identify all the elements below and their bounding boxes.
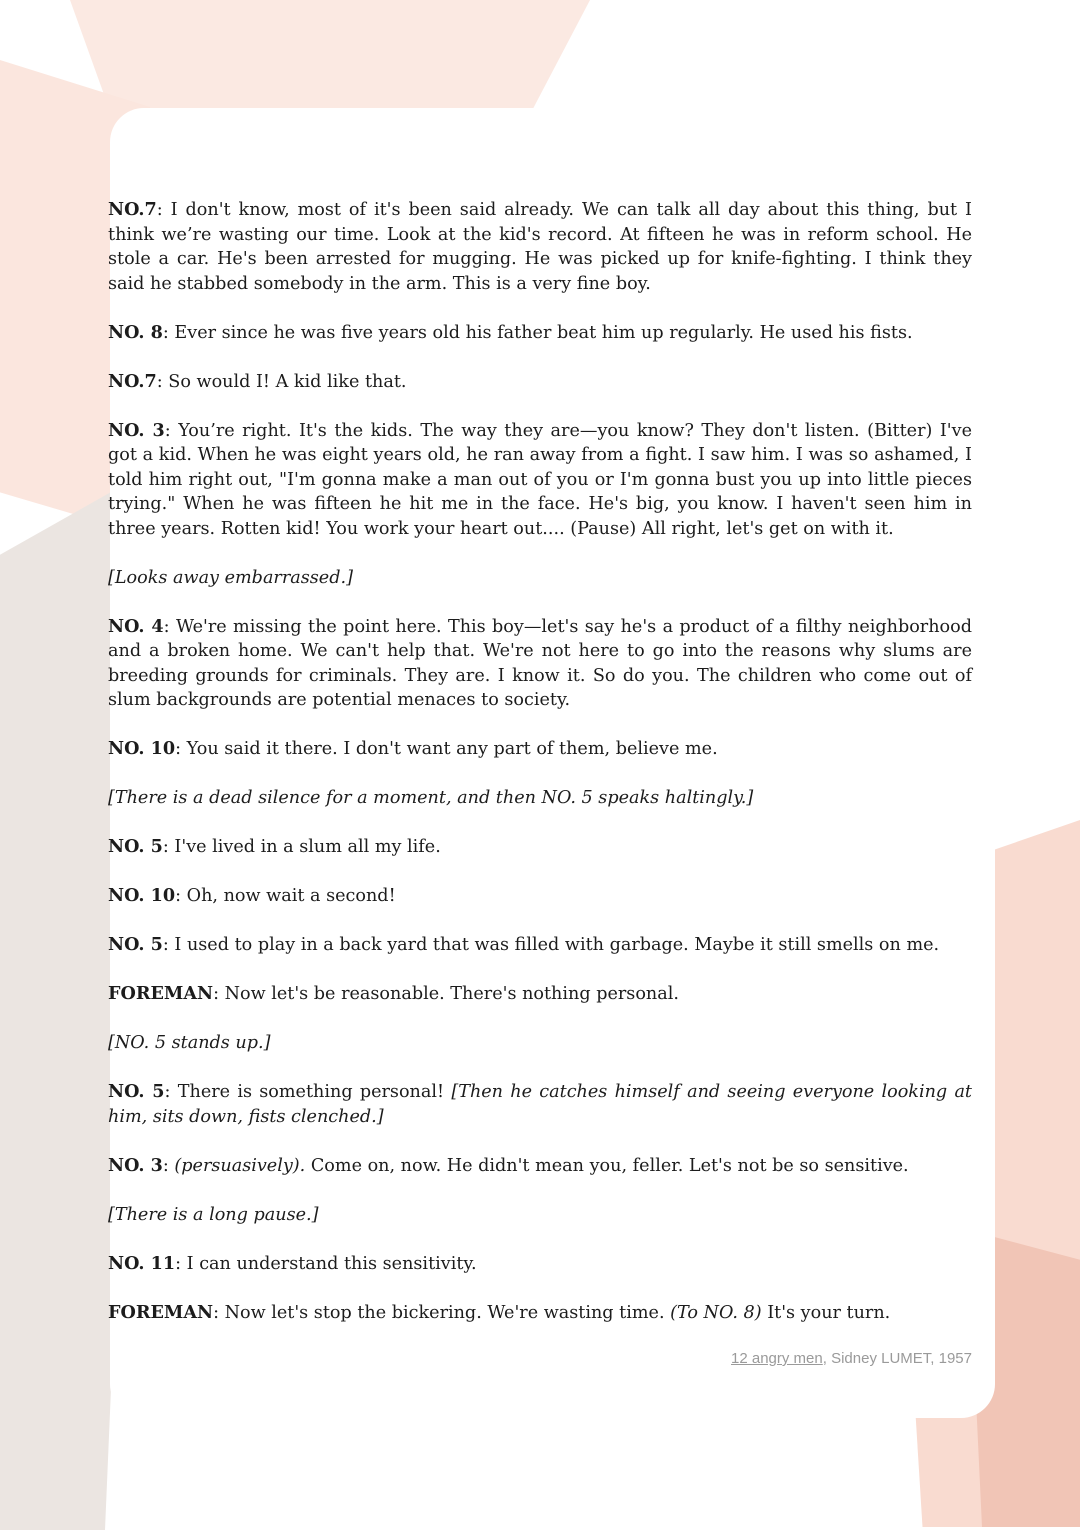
- speaker-name: NO. 10: [108, 738, 176, 759]
- dialogue-text: Now let's be reasonable. There's nothing personal.: [224, 984, 679, 1004]
- speaker-name: NO.7: [108, 370, 157, 392]
- speaker-name: NO.7: [108, 199, 157, 220]
- dialogue-line-no11: NO. 11: I can understand this sensitivity.: [108, 1252, 477, 1274]
- speaker-name: NO. 5: [108, 934, 163, 955]
- dialogue-text: I've lived in a slum all my life.: [174, 837, 441, 857]
- speaker-name: NO. 5: [108, 1081, 165, 1102]
- stage-direction: [There is a long pause.]: [108, 1204, 319, 1225]
- dialogue-line-no4: NO. 4: We're missing the point here. This boy—let's say he's a product of a filthy neighborhood and a broken home. We can't help that. We're not here to go into the reasons why slums are breeding grounds for criminals. They are. I know it. So do you. The children who come out of slum backgrounds are potential menaces to society.: [108, 615, 972, 710]
- dialogue-text-tail: It's your turn.: [767, 1302, 891, 1323]
- dialogue-line-no10: NO. 10: You said it there. I don't want any part of them, believe me.: [108, 738, 718, 759]
- dialogue-text: So would I! A kid like that.: [168, 371, 407, 392]
- speaker-name: FOREMAN: [108, 983, 214, 1004]
- speaker-name: NO. 8: [108, 321, 163, 343]
- dialogue-line-foreman: FOREMAN: Now let's be reasonable. There's nothing personal.: [108, 983, 679, 1004]
- dialogue-line-no3: NO. 3: (persuasively). Come on, now. He didn't mean you, feller. Let's not be so sensitive.: [108, 1154, 909, 1176]
- dialogue-line-no10: NO. 10: Oh, now wait a second!: [108, 885, 396, 906]
- dialogue-line-no7: NO.7: So would I! A kid like that.: [108, 370, 407, 392]
- dialogue-line-no8: NO. 8: Ever since he was five years old his father beat him up regularly. He used his fists.: [108, 321, 913, 343]
- dialogue-text: There is something personal!: [177, 1082, 445, 1102]
- inline-stage-direction: [Then he catches himself and seeing everyone looking at him, sits down, fists clenched.]: [108, 1082, 972, 1127]
- dialogue-text: Come on, now. He didn't mean you, feller. Let's not be so sensitive.: [310, 1155, 909, 1176]
- dialogue-text: I used to play in a back yard that was filled with garbage. Maybe it still smells on me.: [174, 935, 940, 955]
- dialogue-line-no5: NO. 5: There is something personal! [Then he catches himself and seeing everyone looking at him, sits down, fists clenched.]: [108, 1081, 972, 1127]
- speaker-name: NO. 4: [108, 615, 164, 637]
- dialogue-line-no5: NO. 5: I used to play in a back yard that was filled with garbage. Maybe it still smells on me.: [108, 934, 940, 955]
- speaker-name: NO. 10: [108, 885, 176, 906]
- stage-direction: [There is a dead silence for a moment, and then NO. 5 speaks haltingly.]: [108, 788, 754, 808]
- source-author: , Sidney LUMET, 1957: [822, 1350, 972, 1367]
- dialogue-line-no7: NO.7: I don't know, most of it's been said already. We can talk all day about this thing, but I think we’re wasting our time. Look at the kid's record. At fifteen he was in reform school. He stole a car. He's been arrested for mugging. He was picked up for knife-fighting. I think they said he stabbed somebody in the arm. This is a very fine boy.: [108, 199, 972, 294]
- speaker-name: NO. 3: [108, 419, 165, 441]
- source-caption: [731, 1350, 972, 1367]
- stage-direction: [Looks away embarrassed.]: [108, 567, 353, 588]
- dialogue-text: I can understand this sensitivity.: [186, 1253, 477, 1274]
- stage-direction: [NO. 5 stands up.]: [108, 1033, 271, 1053]
- inline-aside: (To NO. 8): [670, 1302, 762, 1323]
- dialogue-text: Oh, now wait a second!: [186, 886, 396, 906]
- dialogue-line-foreman: FOREMAN: Now let's stop the bickering. We're wasting time. (To NO. 8) It's your turn.: [108, 1301, 891, 1323]
- dialogue-text: I don't know, most of it's been said already. We can talk all day about this thing, but I think we’re wasting our time. Look at the kid's record. At fifteen he was in reform school. He stole a car. He's been arrested for mugging. He was picked up for knife-fighting. I think they said he stabbed somebody in the arm. This is a very fine boy.: [108, 200, 972, 294]
- dialogue-text: We're missing the point here. This boy—let's say he's a product of a filthy neighborhood and a broken home. We can't help that. We're not here to go into the reasons why slums are breeding grounds for criminals. They are. I know it. So do you. The children who come out of slum backgrounds are potential menaces to society.: [108, 616, 972, 710]
- dialogue-line-no3: NO. 3: You’re right. It's the kids. The way they are—you know? They don't listen. (Bitter) I've got a kid. When he was eight years old, he ran away from a fight. I saw him. I was so ashamed, I told him right out, "I'm gonna make a man out of you or I'm gonna bust you up into little pieces trying." When he was fifteen he hit me in the face. He's big, you know. I haven't seen him in three years. Rotten kid! You work your heart out.... (Pause) All right, let's get on with it.: [108, 419, 972, 539]
- script-excerpt: [108, 198, 972, 1350]
- speaker-name: NO. 11: [108, 1252, 176, 1274]
- dialogue-text: You’re right. It's the kids. The way they are—you know? They don't listen. (Bitter) I've got a kid. When he was eight years old, he ran away from a fight. I saw him. I was so ashamed, I told him right out, "I'm gonna make a man out of you or I'm gonna bust you up into little pieces trying." When he was fifteen he hit me in the face. He's big, you know. I haven't seen him in three years. Rotten kid! You work your heart out.... (Pause) All right, let's get on with it.: [108, 420, 972, 539]
- dialogue-text: Ever since he was five years old his father beat him up regularly. He used his fists.: [174, 322, 913, 343]
- speaker-name: NO. 5: [108, 836, 163, 857]
- speaker-name: FOREMAN: [108, 1301, 214, 1323]
- dialogue-text: You said it there. I don't want any part of them, believe me.: [186, 739, 718, 759]
- source-title-link[interactable]: 12 angry men: [731, 1350, 823, 1367]
- dialogue-line-no5: NO. 5: I've lived in a slum all my life.: [108, 836, 441, 857]
- speaker-name: NO. 3: [108, 1154, 163, 1176]
- delivery-note: (persuasively).: [174, 1155, 306, 1176]
- dialogue-text: Now let's stop the bickering. We're wasting time.: [224, 1302, 665, 1323]
